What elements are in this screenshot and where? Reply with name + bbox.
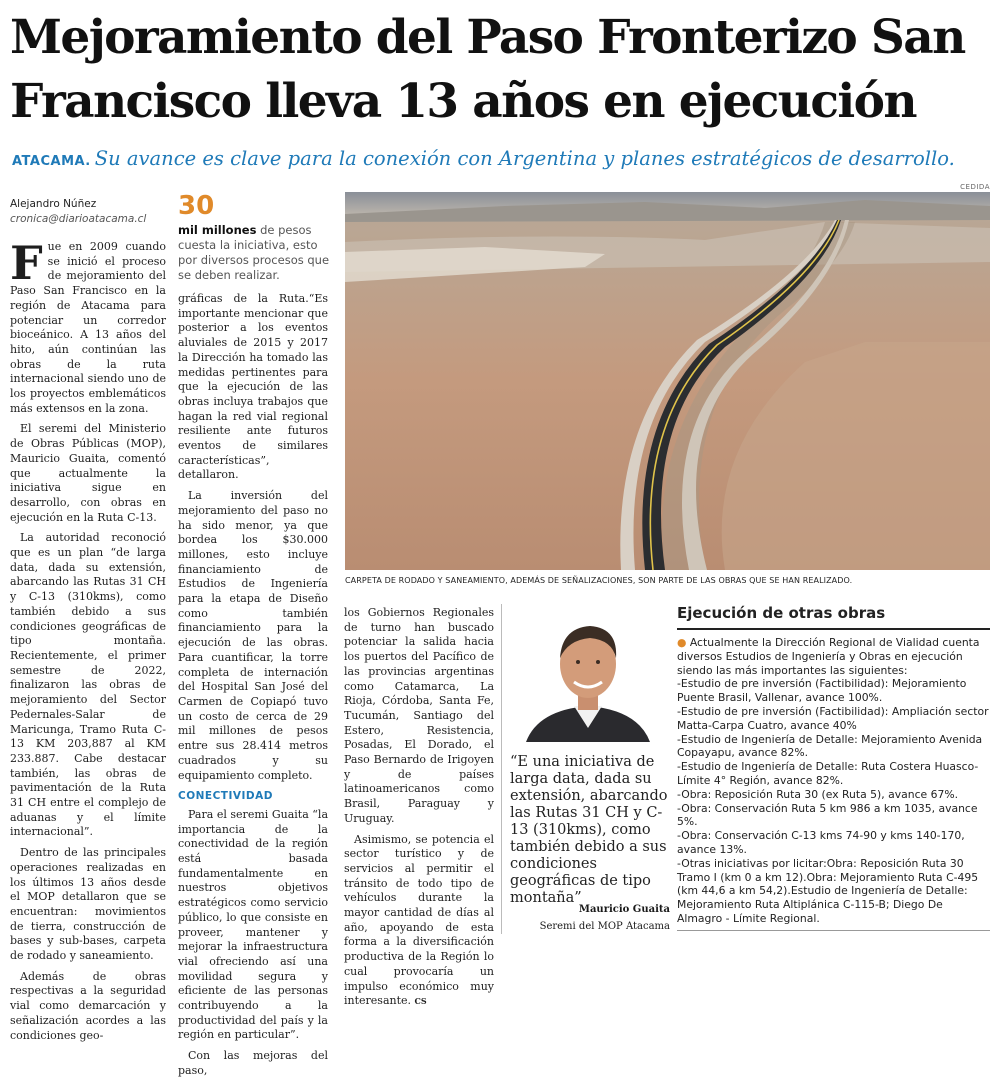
sidebar-rule — [677, 628, 990, 630]
sidebar-item: -Obra: Conservación Ruta 5 km 986 a km 1035, avance 5%. — [677, 801, 978, 829]
byline — [10, 197, 146, 227]
desert-road-image — [345, 192, 990, 570]
sidebar-item: -Obra: Conservación C-13 kms 74-90 y kms 140-170, avance 13%. — [677, 829, 965, 856]
paragraph-10: los Gobiernos Regionales de turno han buscado potenciar la salida hacia los puertos del Pacífico de las provincias argentinas como Catamarca, La Rioja, Córdoba, Santa Fe, Tucumán, Santiago del Estero, Resistencia, Posadas, El Dorado, el Paso Bernardo de Irigoyen y de países latinoamericanos como Brasil, Paraguay y Uruguay. — [344, 606, 494, 825]
stat-bold: mil millones — [178, 223, 257, 237]
sidebar-item: -Estudio de pre inversión (Factibilidad): Mejoramiento Puente Brasil, Vallenar, avance 100%. — [677, 677, 967, 705]
deck-kicker: ATACAMA. — [12, 154, 91, 169]
paragraph-4: Dentro de las principales operaciones realizadas en los últimos 13 años desde el MOP detallaron que se encuentran: movimientos de tierra, construcción de bases y sub-bases, carpeta de rodado y saneamiento. — [10, 846, 166, 963]
article-column-3 — [344, 606, 494, 1008]
stat-text — [178, 223, 338, 283]
paragraph-2: El seremi del Ministerio de Obras Públicas (MOP), Mauricio Guaita, comentó que actualmente la iniciativa sigue en desarrollo, con obras en ejecución en la Ruta C-13. — [10, 422, 166, 524]
quote-role: Seremi del MOP Atacama — [539, 921, 670, 932]
paragraph-1: Fue en 2009 cuando se inició el proceso de mejoramiento del Paso San Francisco en la región de Atacama para potenciar un corredor bioceánico. A 13 años del hito, aún continúan las obras de la ruta internacional siendo uno de los proyectos emblemáticos más extensos en la zona. — [10, 236, 166, 415]
author-name: Alejandro Núñez — [10, 198, 97, 210]
person-portrait-image — [508, 602, 668, 742]
paragraph-11: Asimismo, se potencia el sector turístico y de servicios al permitir el tránsito de todo tipo de vehículos durante la mayor cantidad de días al año, apoyando de esta forma a la diversificación productiva de la Región lo cual provocaría un impulso económico muy interesante. CS — [344, 832, 494, 1008]
sidebar-item: -Estudio de Ingeniería de Detalle: Mejoramiento Avenida Copayapu, avance 82%. — [677, 732, 983, 760]
paragraph-5: Además de obras respectivas a la seguridad vial como demarcación y señalización acordes a las condiciones geo- — [10, 969, 166, 1042]
drop-cap: F — [10, 236, 43, 290]
sidebar-body — [677, 636, 990, 926]
headline: Mejoramiento del Paso Fronterizo San Francisco lleva 13 años en ejecución — [10, 10, 965, 129]
paragraph-9: Con las mejoras del paso, — [178, 1049, 328, 1077]
article-column-2 — [178, 292, 328, 1077]
stat-number: 30 — [178, 191, 215, 221]
sidebar-item: -Estudio de pre inversión (Factibilidad): Ampliación sector Matta-Carpa Cuatro, avance 40% — [677, 704, 989, 732]
paragraph-3: La autoridad reconoció que es un plan “de larga data, dada su extensión, abarcando las Rutas 31 CH y C-13 (310kms), como también debido a sus condiciones geográficas de tipo montaña. Recientemente, el primer semestre de 2022, finalizaron las obras de mejoramiento del Sector Pedernales-Salar de Maricunga, Tramo Ruta C-13 KM 203,887 al KM 233.887. Cabe destacar también, las obras de pavimentación de la Ruta 31 CH entre el complejo de aduanas y el límite internacional”. — [10, 531, 166, 839]
column-divider — [501, 604, 502, 934]
quote-name: Mauricio Guaita — [578, 904, 670, 915]
article-column-1 — [10, 236, 166, 1042]
paragraph-8: Para el seremi Guaita “la importancia de la conectividad de la región está basada fundamentalmente en nuestros objetivos estratégicos como servicio público, lo que consiste en proveer, mantener y mejorar la infraestructura vial ofreciendo así una movilidad segura y eficiente de las personas contribuyendo a la productividad del país y la región en particular”. — [178, 807, 328, 1042]
deck-subtitle: Su avance es clave para la conexión con Argentina y planes estratégicos de desarrollo. — [94, 147, 955, 170]
deck — [12, 146, 997, 175]
stat-box — [178, 191, 338, 283]
road-photo — [345, 192, 990, 570]
section-heading: CONECTIVIDAD — [178, 790, 273, 803]
sidebar-item: -Otras iniciativas por licitar:Obra: Reposición Ruta 30 Tramo I (km 0 a km 12).Obra: Mejoramiento Ruta C-495 (km 44,6 a km 54,2).Estudio de Ingeniería de Detalle: Mejoramiento Ruta Altiplánica C-115-B; Diego De Almagro - Límite Regional. — [677, 856, 979, 925]
paragraph-7: La inversión del mejoramiento del paso no ha sido menor, ya que bordea los $30.000 millones, esto incluye financiamiento de Estudios de Ingeniería para la etapa de Diseño como también financiamiento para la ejecución de las obras. Para cuantificar, la torre completa de internación del Hospital San José del Carmen de Copiapó tuvo un costo de cerca de 29 mil millones de pesos entre sus 28.414 metros cuadrados y su equipamiento completo. — [178, 489, 328, 782]
photo-caption: CARPETA DE RODADO Y SANEAMIENTO, ADEMÁS DE SEÑALIZACIONES, SON PARTE DE LAS OBRAS QUE SE HAN REALIZADO. — [345, 576, 853, 585]
sidebar-intro: ● Actualmente la Dirección Regional de Vialidad cuenta diversos Estudios de Ingeniería y Obras en ejecución siendo las más importantes las siguientes: — [677, 636, 980, 677]
pull-quote: “E una iniciativa de larga data, dada su extensión, abarcando las Rutas 31 CH y C-13 (310kms), como también debido a sus condiciones geográficas de tipo montaña” — [510, 754, 668, 906]
end-mark: CS — [414, 996, 427, 1007]
author-email: cronica@diarioatacama.cl — [10, 213, 147, 225]
quote-attribution — [510, 904, 670, 932]
photo-credit: CEDIDA — [960, 183, 990, 191]
portrait-photo — [508, 602, 668, 742]
sidebar-title: Ejecución de otras obras — [677, 604, 886, 622]
sidebar-item: -Estudio de Ingeniería de Detalle: Ruta Costera Huasco-Límite 4° Región, avance 82%. — [677, 760, 979, 787]
paragraph-6: gráficas de la Ruta.“Es importante mencionar que posterior a los eventos aluviales de 2015 y 2017 la Dirección ha tomado las medidas pertinentes para que la ejecución de las obras incluya trabajos que hagan la red vial regional resiliente ante futuros eventos de similares características”, detallaron. — [178, 292, 328, 482]
stat-rest: de pesos cuesta la iniciativa, esto por diversos procesos que se deben realizar. — [178, 223, 330, 282]
sidebar-bottom-rule — [677, 930, 990, 931]
sidebar-item: -Obra: Reposición Ruta 30 (ex Ruta 5), avance 67%. — [677, 787, 959, 801]
bullet-icon: ● — [677, 636, 687, 649]
